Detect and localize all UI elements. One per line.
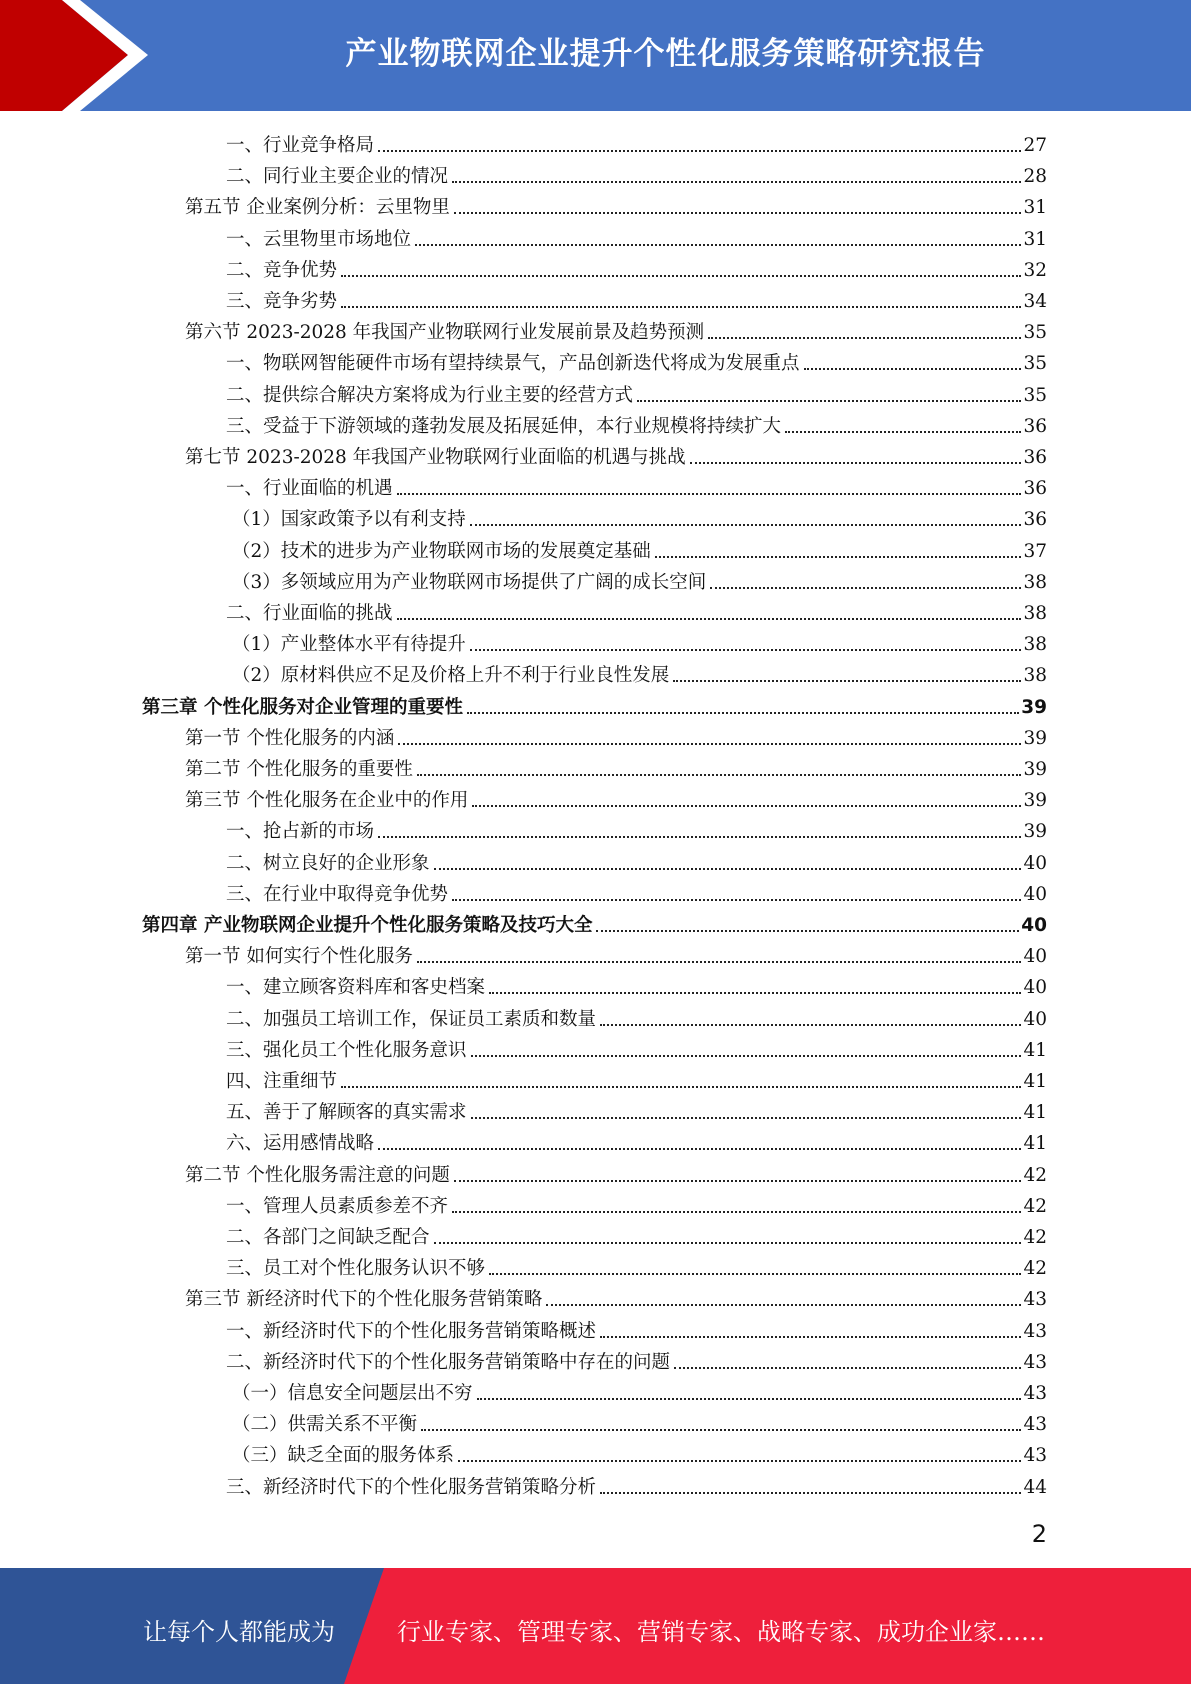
toc-entry-title: 三、受益于下游领域的蓬勃发展及拓展延伸，本行业规模将持续扩大 — [226, 415, 782, 437]
toc-subsection-entry[interactable] — [226, 969, 1047, 1000]
toc-entry-page: 40 — [1023, 977, 1047, 999]
header-arrow-graphic — [0, 0, 160, 111]
toc-entry-title: 四、注重细节 — [226, 1071, 338, 1092]
toc-entry-title: 二、提供综合解决方案将成为行业主要的经营方式 — [226, 384, 634, 406]
toc-entry-page: 36 — [1023, 478, 1047, 500]
toc-subsection-entry[interactable] — [226, 845, 1047, 876]
toc-dot-leader — [785, 431, 1021, 433]
toc-entry-title: 第二节 个性化服务的重要性 — [185, 759, 413, 780]
toc-entry-title: 二、新经济时代下的个性化服务营销策略中存在的问题 — [226, 1351, 671, 1373]
toc-dot-leader — [452, 899, 1021, 901]
toc-subsection-entry[interactable] — [226, 1250, 1047, 1281]
toc-dot-leader — [470, 524, 1022, 526]
toc-entry-title: 一、抢占新的市场 — [226, 821, 375, 843]
header-banner — [0, 0, 1191, 111]
toc-dot-leader — [708, 337, 1021, 339]
toc-chapter-entry[interactable] — [142, 689, 1047, 720]
toc-dot-leader — [637, 400, 1021, 402]
toc-dot-leader — [655, 556, 1022, 558]
toc-entry-page: 39 — [1023, 821, 1047, 843]
toc-entry-title: 第一节 如何实行个性化服务 — [185, 946, 413, 968]
toc-entry-page: 41 — [1023, 1071, 1047, 1092]
toc-subsection-entry[interactable] — [232, 1406, 1047, 1437]
toc-entry-page: 43 — [1023, 1414, 1047, 1436]
toc-dot-leader — [600, 1336, 1021, 1338]
toc-entry-title: （1）国家政策予以有利支持 — [232, 509, 466, 531]
toc-dot-leader — [454, 212, 1022, 214]
toc-entry-page: 32 — [1023, 259, 1047, 281]
toc-section-entry[interactable] — [185, 1281, 1047, 1312]
page-number: 2 — [1031, 1520, 1047, 1548]
toc-entry-title: 第一节 个性化服务的内涵 — [185, 727, 395, 749]
toc-entry-title: 三、竞争劣势 — [226, 291, 338, 312]
toc-dot-leader — [458, 1460, 1021, 1462]
toc-entry-page: 43 — [1023, 1445, 1047, 1467]
toc-entry-title: 二、竞争优势 — [226, 259, 338, 281]
toc-section-entry[interactable] — [185, 938, 1047, 969]
toc-dot-leader — [489, 992, 1021, 994]
toc-subsection-entry[interactable] — [226, 408, 1047, 439]
toc-entry-page: 34 — [1023, 291, 1047, 312]
toc-entry-page: 42 — [1023, 1258, 1047, 1280]
toc-dot-leader — [674, 1367, 1021, 1369]
toc-entry-page: 35 — [1023, 353, 1047, 375]
toc-entry-page: 31 — [1023, 228, 1047, 250]
toc-entry-page: 40 — [1023, 1008, 1047, 1030]
toc-entry-page: 40 — [1021, 915, 1047, 936]
toc-dot-leader — [341, 1086, 1021, 1088]
toc-entry-title: （3）多领域应用为产业物联网市场提供了广阔的成长空间 — [232, 571, 707, 593]
toc-subsection-entry[interactable] — [226, 1032, 1047, 1063]
toc-entry-title: 三、强化员工个性化服务意识 — [226, 1039, 467, 1061]
toc-subsection-entry[interactable] — [226, 1313, 1047, 1344]
toc-entry-page: 35 — [1023, 322, 1047, 344]
toc-section-entry[interactable] — [185, 751, 1047, 782]
toc-entry-page: 36 — [1023, 415, 1047, 437]
toc-entry-title: （2）技术的进步为产业物联网市场的发展奠定基础 — [232, 540, 651, 562]
toc-dot-leader — [341, 306, 1021, 308]
toc-subsection-entry[interactable] — [226, 377, 1047, 408]
toc-dot-leader — [710, 587, 1021, 589]
toc-subsection-entry[interactable] — [226, 1125, 1047, 1156]
toc-entry-title: 第二节 个性化服务需注意的问题 — [185, 1164, 450, 1186]
toc-section-entry[interactable] — [185, 720, 1047, 751]
toc-entry-page: 42 — [1023, 1195, 1047, 1217]
toc-subsection-entry[interactable] — [226, 595, 1047, 626]
toc-dot-leader — [417, 774, 1022, 776]
toc-entry-page: 39 — [1023, 790, 1047, 812]
toc-subsection-entry[interactable] — [232, 626, 1047, 657]
toc-entry-title: 一、建立顾客资料库和客史档案 — [226, 977, 486, 999]
toc-entry-page: 42 — [1023, 1164, 1047, 1186]
toc-subsection-entry[interactable] — [226, 1344, 1047, 1375]
toc-subsection-entry[interactable] — [232, 501, 1047, 532]
toc-subsection-entry[interactable] — [232, 533, 1047, 564]
toc-entry-title: （2）原材料供应不足及价格上升不利于行业良性发展 — [232, 665, 670, 687]
toc-subsection-entry[interactable] — [226, 1188, 1047, 1219]
toc-entry-title: 第三节 新经济时代下的个性化服务营销策略 — [185, 1289, 543, 1311]
toc-subsection-entry[interactable] — [226, 1063, 1047, 1094]
toc-entry-title: 二、各部门之间缺乏配合 — [226, 1227, 430, 1248]
toc-dot-leader — [600, 1024, 1021, 1026]
toc-subsection-entry[interactable] — [232, 657, 1047, 688]
toc-dot-leader — [470, 649, 1022, 651]
toc-entry-title: 第六节 2023-2028 年我国产业物联网行业发展前景及趋势预测 — [185, 322, 705, 344]
toc-subsection-entry[interactable] — [226, 221, 1047, 252]
toc-entry-page: 43 — [1023, 1289, 1047, 1311]
toc-entry-title: 二、树立良好的企业形象 — [226, 852, 430, 874]
footer-slogan-left: 让每个人都能成为 — [143, 1618, 335, 1646]
toc-subsection-entry[interactable] — [226, 1001, 1047, 1032]
toc-entry-page: 31 — [1023, 197, 1047, 219]
footer-banner — [0, 1568, 1191, 1684]
toc-entry-page: 39 — [1021, 696, 1047, 718]
toc-section-entry[interactable] — [185, 1157, 1047, 1188]
toc-entry-page: 41 — [1023, 1133, 1047, 1155]
toc-entry-page: 36 — [1023, 509, 1047, 531]
toc-entry-page: 40 — [1023, 852, 1047, 874]
toc-entry-page: 42 — [1023, 1227, 1047, 1248]
toc-dot-leader — [434, 1242, 1022, 1244]
toc-dot-leader — [454, 1180, 1022, 1182]
toc-entry-page: 44 — [1023, 1476, 1047, 1498]
toc-entry-page: 37 — [1023, 540, 1047, 562]
toc-dot-leader — [471, 1117, 1022, 1119]
toc-entry-title: 一、新经济时代下的个性化服务营销策略概述 — [226, 1320, 597, 1342]
toc-dot-leader — [596, 930, 1019, 932]
toc-entry-title: 三、员工对个性化服务认识不够 — [226, 1258, 486, 1280]
toc-subsection-entry[interactable] — [226, 283, 1047, 314]
toc-subsection-entry[interactable] — [226, 470, 1047, 501]
toc-dot-leader — [397, 618, 1022, 620]
toc-dot-leader — [378, 836, 1021, 838]
toc-dot-leader — [673, 680, 1021, 682]
toc-entry-title: 第五节 企业案例分析：云里物里 — [185, 197, 450, 219]
toc-entry-page: 39 — [1023, 727, 1047, 749]
toc-dot-leader — [398, 743, 1021, 745]
toc-entry-page: 35 — [1023, 384, 1047, 406]
toc-dot-leader — [378, 150, 1021, 152]
toc-entry-title: 第四章 产业物联网企业提升个性化服务策略及技巧大全 — [142, 915, 593, 936]
toc-subsection-entry[interactable] — [232, 1375, 1047, 1406]
toc-subsection-entry[interactable] — [226, 1219, 1047, 1250]
toc-subsection-entry[interactable] — [232, 564, 1047, 595]
toc-entry-page: 38 — [1023, 634, 1047, 656]
toc-dot-leader — [600, 1492, 1021, 1494]
toc-dot-leader — [378, 1148, 1021, 1150]
toc-section-entry[interactable] — [185, 314, 1047, 345]
toc-entry-title: 一、云里物里市场地位 — [226, 228, 412, 250]
toc-dot-leader — [397, 493, 1022, 495]
toc-entry-page: 43 — [1023, 1383, 1047, 1404]
toc-entry-page: 38 — [1023, 665, 1047, 687]
toc-dot-leader — [421, 1429, 1021, 1431]
toc-entry-title: 二、加强员工培训工作，保证员工素质和数量 — [226, 1008, 597, 1030]
toc-dot-leader — [434, 868, 1022, 870]
toc-entry-title: 一、管理人员素质参差不齐 — [226, 1195, 449, 1217]
toc-entry-page: 43 — [1023, 1320, 1047, 1342]
toc-subsection-entry[interactable] — [226, 876, 1047, 907]
toc-entry-page: 41 — [1023, 1102, 1047, 1124]
toc-entry-page: 27 — [1023, 135, 1047, 156]
toc-subsection-entry[interactable] — [226, 127, 1047, 158]
toc-subsection-entry[interactable] — [232, 1437, 1047, 1468]
footer-slogan-right: 行业专家、管理专家、营销专家、战略专家、成功企业家…… — [397, 1618, 1045, 1646]
toc-dot-leader — [467, 712, 1019, 714]
toc-entry-title: 一、行业竞争格局 — [226, 135, 375, 156]
toc-dot-leader — [452, 181, 1021, 183]
toc-section-entry[interactable] — [185, 189, 1047, 220]
toc-dot-leader — [804, 368, 1022, 370]
report-title: 产业物联网企业提升个性化服务策略研究报告 — [345, 36, 986, 72]
toc-entry-title: 一、物联网智能硬件市场有望持续景气，产品创新迭代将成为发展重点 — [226, 353, 800, 375]
toc-entry-title: （三）缺乏全面的服务体系 — [232, 1445, 455, 1467]
toc-subsection-entry[interactable] — [226, 345, 1047, 376]
toc-subsection-entry[interactable] — [226, 1094, 1047, 1125]
toc-entry-page: 40 — [1023, 946, 1047, 968]
toc-entry-title: 第三节 个性化服务在企业中的作用 — [185, 790, 469, 812]
toc-dot-leader — [415, 244, 1021, 246]
toc-chapter-entry[interactable] — [142, 907, 1047, 938]
toc-entry-page: 28 — [1023, 166, 1047, 188]
toc-entry-title: 三、在行业中取得竞争优势 — [226, 883, 449, 905]
toc-entry-title: 二、同行业主要企业的情况 — [226, 166, 449, 188]
toc-section-entry[interactable] — [185, 439, 1047, 470]
toc-entry-page: 43 — [1023, 1351, 1047, 1373]
toc-dot-leader — [472, 805, 1021, 807]
toc-section-entry[interactable] — [185, 782, 1047, 813]
toc-subsection-entry[interactable] — [226, 252, 1047, 283]
toc-dot-leader — [546, 1304, 1021, 1306]
toc-subsection-entry[interactable] — [226, 158, 1047, 189]
toc-dot-leader — [471, 1055, 1022, 1057]
toc-entry-title: 五、善于了解顾客的真实需求 — [226, 1102, 467, 1124]
toc-subsection-entry[interactable] — [226, 1469, 1047, 1500]
toc-entry-title: 一、行业面临的机遇 — [226, 478, 393, 500]
toc-dot-leader — [489, 1273, 1021, 1275]
toc-dot-leader — [341, 275, 1021, 277]
toc-entry-title: 六、运用感情战略 — [226, 1133, 375, 1155]
toc-entry-page: 38 — [1023, 571, 1047, 593]
toc-entry-title: 二、行业面临的挑战 — [226, 603, 393, 624]
toc-subsection-entry[interactable] — [226, 813, 1047, 844]
toc-dot-leader — [477, 1398, 1022, 1400]
toc-entry-page: 36 — [1023, 447, 1047, 468]
toc-entry-page: 40 — [1023, 883, 1047, 905]
toc-entry-page: 41 — [1023, 1039, 1047, 1061]
toc-entry-page: 39 — [1023, 759, 1047, 780]
toc-entry-page: 38 — [1023, 603, 1047, 624]
toc-dot-leader — [452, 1211, 1021, 1213]
toc-entry-title: （二）供需关系不平衡 — [232, 1414, 418, 1436]
toc-entry-title: 第三章 个性化服务对企业管理的重要性 — [142, 696, 463, 718]
toc-entry-title: （1）产业整体水平有待提升 — [232, 634, 466, 656]
toc-entry-title: 三、新经济时代下的个性化服务营销策略分析 — [226, 1476, 597, 1498]
toc-entry-title: （一）信息安全问题层出不穷 — [232, 1383, 473, 1404]
toc-dot-leader — [690, 462, 1022, 464]
toc-entry-title: 第七节 2023-2028 年我国产业物联网行业面临的机遇与挑战 — [185, 447, 686, 468]
toc-dot-leader — [417, 961, 1022, 963]
